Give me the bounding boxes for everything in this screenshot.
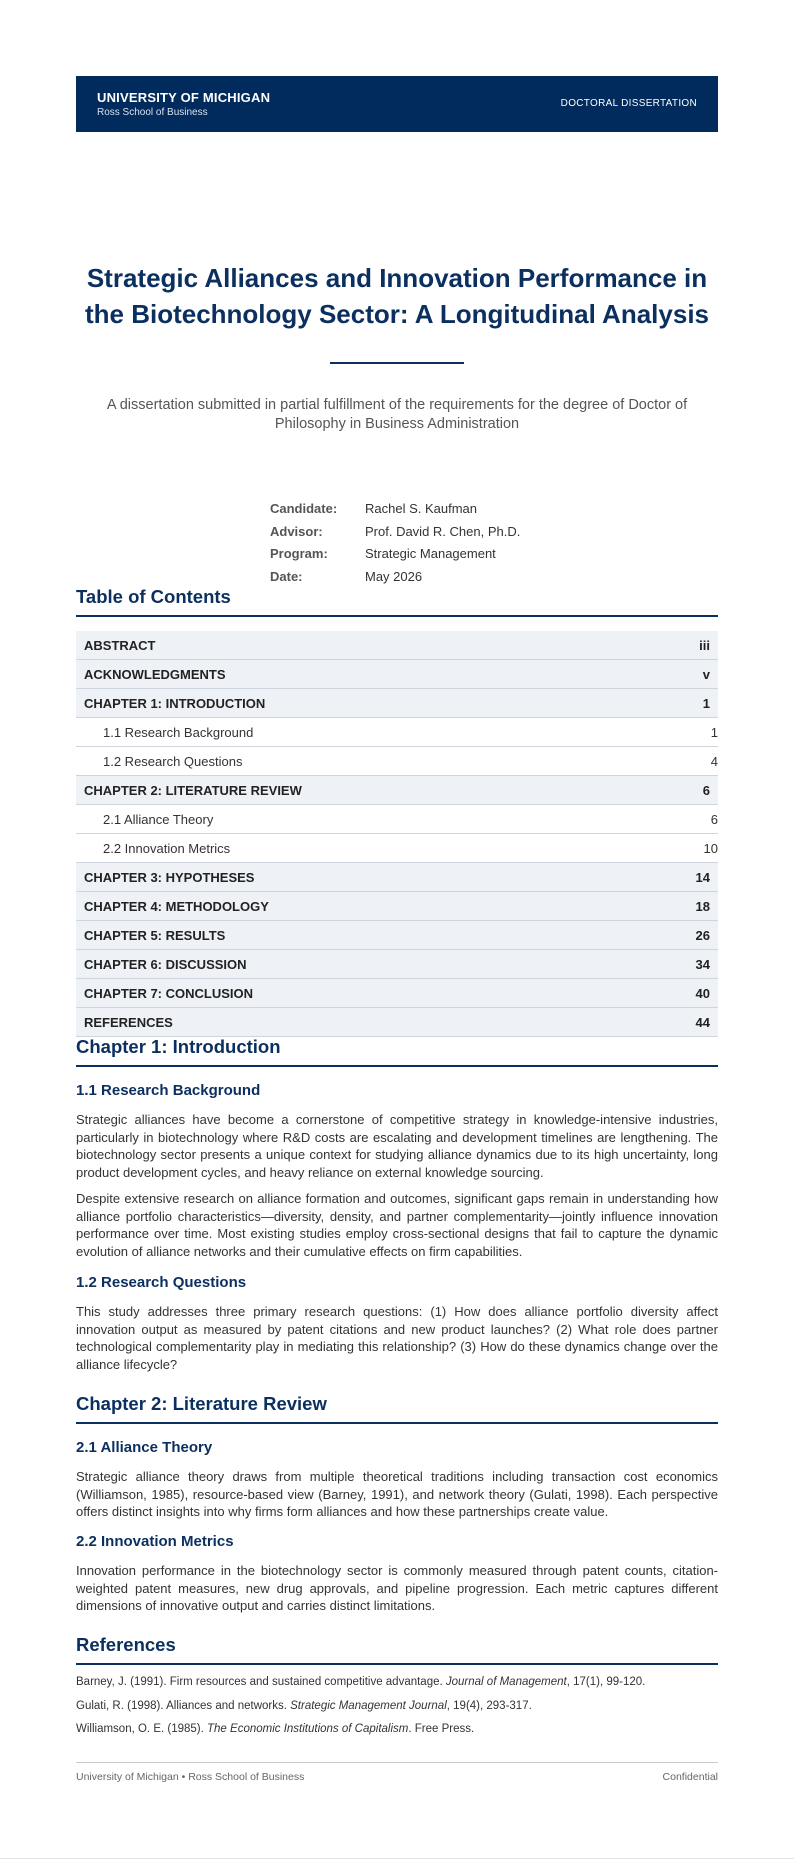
toc-chapter-row[interactable] [76, 631, 718, 660]
page-bottom-edge [0, 1858, 794, 1859]
reference-details: , 19(4), 293-317. [446, 1699, 532, 1712]
toc-page-number: 44 [695, 1015, 710, 1030]
reference-list [76, 1676, 718, 1747]
meta-value: Prof. David R. Chen, Ph.D. [365, 523, 521, 539]
toc-chapter-row[interactable] [76, 1008, 718, 1037]
header-banner [76, 76, 718, 132]
footer-confidential: Confidential [662, 1771, 718, 1783]
reference-source: The Economic Institutions of Capitalism [207, 1723, 409, 1735]
toc-chapter-row[interactable] [76, 776, 718, 805]
section-1-1-heading: 1.1 Research Background [76, 1082, 261, 1099]
toc-page-number: 18 [695, 899, 710, 914]
toc-entry-label: CHAPTER 1: INTRODUCTION [84, 696, 266, 711]
section-2-2-paragraph-1: Innovation performance in the biotechnology sector is commonly measured through patent counts, citation-weighted patent measures, new drug approvals, and pipeline progression. Each metric captures different dimensions of innovative output and carries distinct limitations. [76, 1563, 718, 1613]
reference-item [76, 1723, 718, 1747]
toc-section-row[interactable] [76, 747, 718, 776]
toc-entry-label: CHAPTER 2: LITERATURE REVIEW [84, 783, 302, 798]
meta-value: Strategic Management [365, 546, 496, 561]
reference-source: Strategic Management Journal [290, 1699, 447, 1712]
toc-page-number: 6 [702, 783, 710, 798]
section-2-2-heading: 2.2 Innovation Metrics [76, 1533, 234, 1550]
toc-entry-label: 1.2 Research Questions [103, 754, 243, 769]
meta-value: Rachel S. Kaufman [365, 501, 478, 516]
footer-institution: University of Michigan • Ross School of Business [76, 1771, 305, 1783]
university-name: UNIVERSITY OF MICHIGAN [97, 90, 271, 105]
toc-page-number: 6 [710, 812, 718, 827]
toc-page-number: 40 [695, 986, 710, 1001]
toc-entry-label: CHAPTER 6: DISCUSSION [84, 957, 247, 972]
toc-chapter-row[interactable] [76, 921, 718, 950]
toc-page-number: 1 [702, 696, 710, 711]
toc-entry-label: REFERENCES [84, 1015, 173, 1030]
dissertation-title: Strategic Alliances and Innovation Performance in the Biotechnology Sector: A Longitudinal Analysis [84, 263, 710, 329]
toc-heading: Table of Contents [76, 586, 718, 617]
meta-label: Candidate: [270, 501, 338, 516]
toc-entry-label: 1.1 Research Background [103, 725, 254, 740]
toc-chapter-row[interactable] [76, 689, 718, 718]
toc-entry-label: CHAPTER 7: CONCLUSION [84, 986, 254, 1001]
reference-details: . Free Press. [408, 1723, 475, 1735]
toc-entry-label: CHAPTER 5: RESULTS [84, 928, 226, 943]
toc-page-number: 14 [695, 870, 710, 885]
toc-entry-label: CHAPTER 3: HYPOTHESES [84, 870, 255, 885]
references-heading: References [76, 1634, 718, 1665]
toc-entry-label: 2.2 Innovation Metrics [103, 841, 231, 856]
meta-label: Program: [270, 546, 328, 561]
toc-entry-label: CHAPTER 4: METHODOLOGY [84, 899, 269, 914]
section-1-1-paragraph-2: Despite extensive research on alliance formation and outcomes, significant gaps remain in understanding how alliance portfolio characteristics—diversity, density, and partner complementarity—jointly influence innovation performance over time. Most existing studies employ cross-sectional designs that fail to capture the dynamic evolution of alliance networks and their cumulative effects on firm capabilities. [76, 1191, 718, 1259]
document-type: DOCTORAL DISSERTATION [560, 98, 697, 109]
toc-entry-label: ABSTRACT [84, 638, 156, 653]
reference-text: Gulati, R. (1998). Alliances and networks. [76, 1699, 291, 1712]
section-2-1-paragraph-1: Strategic alliance theory draws from multiple theoretical traditions including transaction cost economics (Williamson, 1985), resource-based view (Barney, 1991), and network theory (Gulati, 1998). Each perspective offers distinct insights into why firms form alliances and how these partnerships create value. [76, 1469, 718, 1519]
toc-page-number: v [702, 667, 710, 682]
toc-page-number: iii [699, 638, 710, 653]
meta-label: Advisor: [270, 523, 323, 539]
toc-chapter-row[interactable] [76, 863, 718, 892]
chapter-1-heading: Chapter 1: Introduction [76, 1036, 718, 1067]
toc-chapter-row[interactable] [76, 892, 718, 921]
page-footer [76, 1762, 718, 1783]
meta-label: Date: [270, 568, 303, 584]
toc-page-number: 26 [695, 928, 710, 943]
toc-chapter-row[interactable] [76, 660, 718, 689]
chapter-2-heading: Chapter 2: Literature Review [76, 1393, 718, 1424]
toc-chapter-row[interactable] [76, 950, 718, 979]
section-1-2-heading: 1.2 Research Questions [76, 1274, 247, 1291]
meta-value: May 2026 [365, 568, 423, 584]
table-of-contents [76, 631, 718, 1037]
title-divider [330, 362, 464, 364]
section-1-1-paragraph-1: Strategic alliances have become a cornerstone of competitive strategy in knowledge-intensive industries, particularly in biotechnology where R&D costs are escalating and development timelines are lengthening. The biotechnology sector presents a unique context for studying alliance dynamics due to its high uncertainty, long product development cycles, and heavy reliance on external knowledge sourcing. [76, 1112, 718, 1180]
section-1-2-paragraph-1: This study addresses three primary research questions: (1) How does alliance portfolio diversity affect innovation output as measured by patent citations and new product launches? (2) What role does partner technological complementarity play in mediating this relationship? (3) How do these dynamics change over the alliance lifecycle? [76, 1304, 718, 1372]
toc-page-number: 34 [695, 957, 710, 972]
toc-entry-label: ACKNOWLEDGMENTS [84, 667, 226, 682]
toc-section-row[interactable] [76, 805, 718, 834]
section-2-1-heading: 2.1 Alliance Theory [76, 1439, 213, 1456]
toc-page-number: 1 [710, 725, 718, 740]
toc-page-number: 4 [710, 754, 718, 769]
reference-text: Barney, J. (1991). Firm resources and sustained competitive advantage. [76, 1676, 446, 1688]
reference-item [76, 1700, 718, 1724]
dissertation-subtitle: A dissertation submitted in partial fulfillment of the requirements for the degree of Doctor of Philosophy in Business Administration [106, 397, 688, 432]
toc-page-number: 10 [703, 841, 718, 856]
toc-entry-label: 2.1 Alliance Theory [103, 812, 214, 827]
toc-section-row[interactable] [76, 718, 718, 747]
reference-details: , 17(1), 99-120. [566, 1676, 646, 1688]
reference-text: Williamson, O. E. (1985). [76, 1723, 208, 1735]
school-name: Ross School of Business [97, 107, 208, 118]
toc-section-row[interactable] [76, 834, 718, 863]
toc-chapter-row[interactable] [76, 979, 718, 1008]
reference-source: Journal of Management [445, 1676, 567, 1688]
reference-item [76, 1676, 718, 1700]
